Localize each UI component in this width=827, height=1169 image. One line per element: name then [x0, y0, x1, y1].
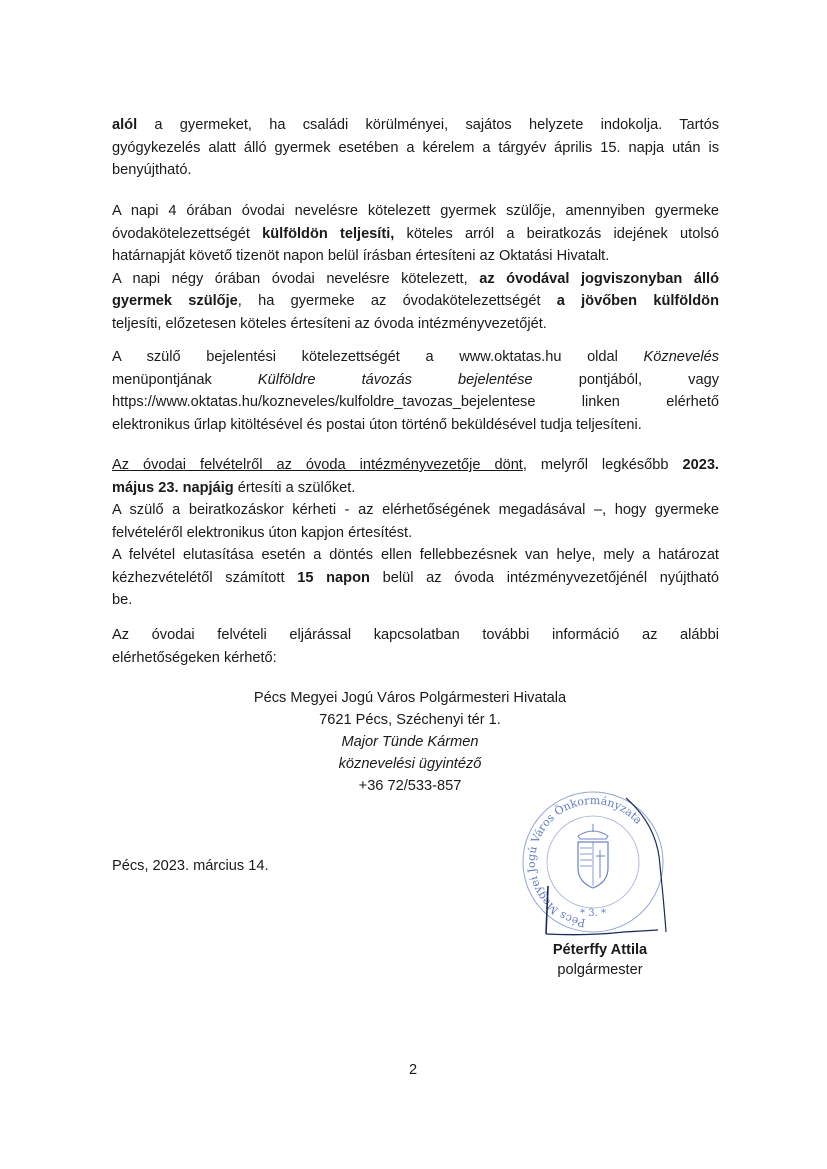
- text-line: A szülő a beiratkozáskor kérheti - az elérhetőségének megadásával –, hogy gyermeke: [112, 502, 719, 518]
- text-line: A napi négy órában óvodai nevelésre kötelezett, az óvodával jogviszonyban álló: [112, 270, 719, 287]
- paragraph-notification: [112, 346, 719, 436]
- text-line: A szülő bejelentési kötelezettségét a www.oktatas.hu oldal Köznevelés: [112, 349, 719, 365]
- paragraph-admission: [112, 454, 719, 612]
- paragraph-exemption: [112, 114, 719, 182]
- text-line: május 23. napjáig értesíti a szülőket.: [112, 479, 356, 496]
- text-line: teljesíti, előzetesen köteles értesíteni az óvoda intézményvezetőjét.: [112, 315, 547, 332]
- text-line: határnapját követő tizenöt napon belül írásban értesíteni az Oktatási Hivatalt.: [112, 248, 610, 264]
- paragraph-abroad: [112, 200, 719, 335]
- contact-name: Major Tünde Kármen: [341, 734, 479, 750]
- text-line: benyújtható.: [112, 162, 192, 178]
- text-line: https://www.oktatas.hu/kozneveles/kulfoldre_tavozas_bejelentese linken elérhető: [112, 394, 719, 410]
- text-line: gyermek szülője, ha gyermeke az óvodakötelezettségét a jövőben külföldön: [112, 293, 719, 309]
- text-line: alól a gyermeket, ha családi körülményei, sajátos helyzete indokolja. Tartós: [112, 117, 719, 133]
- official-stamp: [508, 786, 678, 936]
- coat-of-arms-icon: [578, 824, 608, 888]
- contact-role: köznevelési ügyintéző: [338, 756, 482, 772]
- text-line: elérhetőségeken kérhető:: [112, 649, 277, 666]
- signature-block: [500, 940, 700, 980]
- stamp-number: * 3. *: [580, 908, 606, 919]
- text-line: felvételéről elektronikus úton kapjon értesítést.: [112, 524, 413, 541]
- document-date: Pécs, 2023. március 14.: [112, 858, 269, 874]
- text-line: óvodakötelezettségét külföldön teljesíti, köteles arról a beiratkozás idejének utolsó: [112, 225, 719, 242]
- text-line: A napi 4 órában óvodai nevelésre kötelezett gyermek szülője, amennyiben gyermeke: [112, 203, 719, 219]
- text-line: be.: [112, 592, 133, 608]
- text-line: kézhezvételétől számított 15 napon belül az óvoda intézményvezetőjénél nyújtható: [112, 569, 720, 586]
- signer-name: Péterffy Attila: [552, 942, 648, 958]
- contact-phone: +36 72/533-857: [358, 778, 462, 794]
- page-number: 2: [408, 1062, 418, 1078]
- stamp-ring-text: Pécs Megyei Jogú Város Önkormányzata: [524, 793, 645, 930]
- text-line: elektronikus űrlap kitöltésével és postai úton történő beküldésével tudja teljesíteni.: [112, 416, 642, 433]
- text-line: gyógykezelés alatt álló gyermek esetében a kérelem a tárgyév április 15. napja után is: [112, 139, 719, 156]
- text-line: menüpontjának Külföldre távozás bejelentése pontjából, vagy: [112, 371, 719, 388]
- text-line: A felvétel elutasítása esetén a döntés ellen fellebbezésnek van helye, mely a határozat: [112, 547, 719, 563]
- text-line: Az óvodai felvételi eljárással kapcsolatban további információ az alábbi: [112, 627, 719, 643]
- contact-address: 7621 Pécs, Széchenyi tér 1.: [319, 712, 501, 728]
- text-line: Az óvodai felvételről az óvoda intézményvezetője dönt, melyről legkésőbb 2023.: [112, 457, 719, 473]
- contact-org: Pécs Megyei Jogú Város Polgármesteri Hivatala: [253, 690, 567, 706]
- paragraph-info: [112, 624, 719, 669]
- contact-block: [200, 687, 620, 797]
- signer-title: polgármester: [557, 962, 643, 978]
- signature-stroke: [546, 930, 658, 935]
